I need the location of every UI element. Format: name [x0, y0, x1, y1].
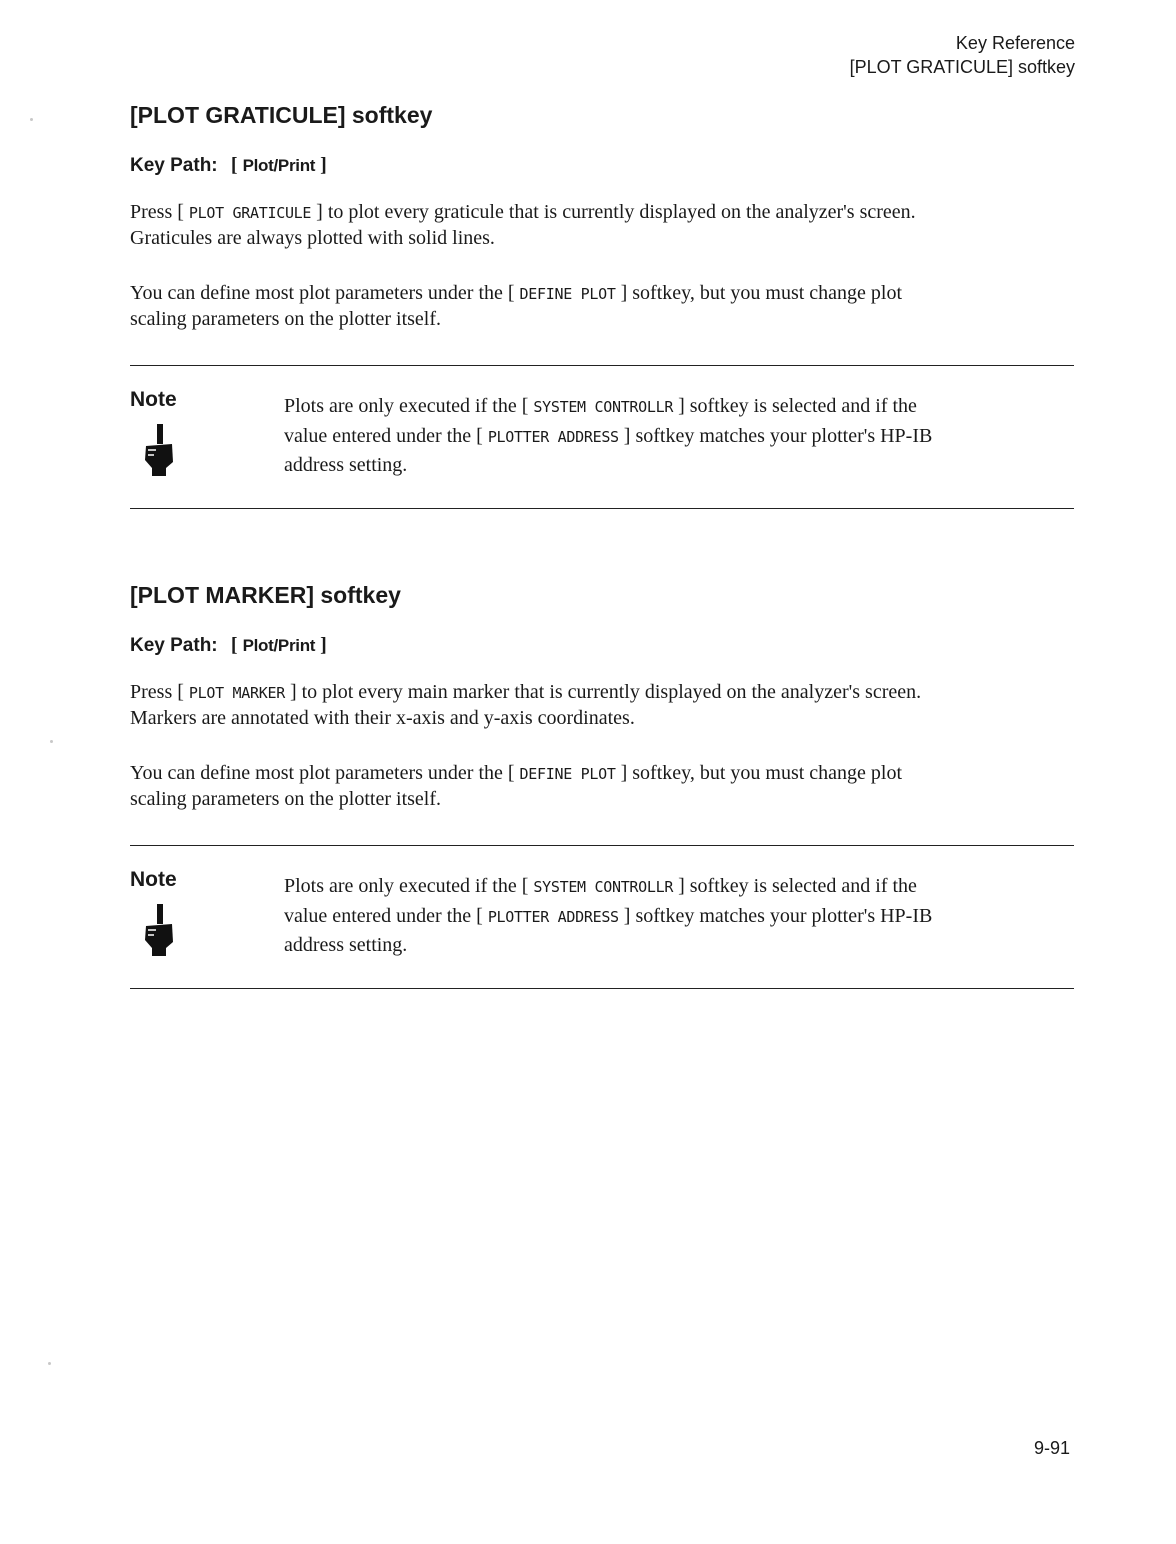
note-line1-pre: Plots are only executed if the — [284, 875, 517, 897]
note-line2-pre: value entered under the — [284, 904, 472, 927]
note-line1-post: softkey is selected and if the — [689, 395, 917, 417]
key-path-key: Plot/Print — [242, 156, 316, 175]
define-plot-pre: You can define most plot parameters under the — [130, 762, 503, 784]
description-line2: Markers are annotated with their x-axis and y-axis coordinates. — [130, 706, 635, 729]
key-path-label: Key Path: — [130, 635, 218, 656]
note-line1-post: softkey is selected and if the — [689, 875, 917, 897]
paragraph-define-plot: You can define most plot parameters under the [ DEFINE PLOT ] softkey, but you must change plot scaling parameters on the plotter itself. — [130, 762, 903, 810]
press-word: Press — [130, 681, 173, 703]
note-line2-post: softkey matches your plotter's HP-IB — [635, 424, 933, 447]
softkey-ref: PLOT MARKER — [188, 684, 285, 702]
key-path: Key Path: [ Plot/Print ] — [130, 634, 327, 656]
description-line2: Graticules are always plotted with solid lines. — [130, 226, 495, 249]
press-word: Press — [130, 201, 173, 223]
note-line2-post: softkey matches your plotter's HP-IB — [635, 904, 933, 927]
running-head — [850, 31, 1075, 79]
softkey-ref: SYSTEM CONTROLLR — [533, 878, 674, 896]
note-rule-bottom — [130, 508, 1074, 509]
define-plot-pre: You can define most plot parameters under the — [130, 282, 503, 304]
description-line1: to plot every main marker that is currently displayed on the analyzer's screen. — [301, 681, 922, 703]
softkey-ref: PLOT GRATICULE — [188, 204, 312, 222]
note-label: Note — [130, 388, 177, 411]
running-head-line2: [PLOT GRATICULE] softkey — [849, 57, 1075, 77]
note-line3: address setting. — [284, 934, 408, 956]
section-heading: [PLOT GRATICULE] softkey — [130, 102, 433, 128]
key-path: Key Path: [ Plot/Print ] — [130, 154, 327, 176]
softkey-ref: SYSTEM CONTROLLR — [533, 398, 674, 416]
note-line1-pre: Plots are only executed if the — [284, 395, 517, 417]
paragraph-description: Press [ PLOT GRATICULE ] to plot every graticule that is currently displayed on the analyzer's screen. Graticules are always plotted with solid lines. — [130, 201, 916, 249]
paragraph-define-plot: You can define most plot parameters under the [ DEFINE PLOT ] softkey, but you must change plot scaling parameters on the plotter itself. — [130, 282, 903, 330]
note-line3: address setting. — [284, 454, 408, 476]
page-number: 9-91 — [1033, 1438, 1070, 1458]
note-text: Plots are only executed if the [ SYSTEM CONTROLLR ] softkey is selected and if the value entered under the [ PLOTTER ADDRESS ] softkey matches your plotter's HP-IB address setting. — [284, 875, 933, 956]
description-line1: to plot every graticule that is currently displayed on the analyzer's screen. — [327, 201, 916, 223]
note-block — [130, 365, 1074, 509]
note-label: Note — [130, 868, 177, 891]
running-head-line1: Key Reference — [955, 33, 1075, 53]
paragraph-description: Press [ PLOT MARKER ] to plot every main marker that is currently displayed on the analyzer's screen. Markers are annotated with their x-axis and y-axis coordinates. — [130, 681, 922, 729]
key-path-key: Plot/Print — [242, 636, 316, 655]
scan-speck — [30, 118, 33, 121]
define-plot-post: softkey, but you must change plot — [632, 282, 903, 304]
define-plot-post: softkey, but you must change plot — [632, 762, 903, 784]
scan-speck — [48, 1362, 51, 1365]
define-plot-line2: scaling parameters on the plotter itself. — [130, 787, 442, 810]
note-block — [130, 845, 1074, 989]
pointing-hand-icon — [142, 904, 176, 956]
note-rule-bottom — [130, 988, 1074, 989]
softkey-ref: PLOTTER ADDRESS — [487, 907, 619, 926]
key-path-label: Key Path: — [130, 155, 218, 176]
define-plot-line2: scaling parameters on the plotter itself. — [130, 307, 442, 330]
note-line2-pre: value entered under the — [284, 424, 472, 447]
softkey-ref: DEFINE PLOT — [519, 765, 616, 783]
section-heading: [PLOT MARKER] softkey — [130, 582, 401, 608]
softkey-ref: PLOTTER ADDRESS — [487, 427, 619, 446]
softkey-ref: DEFINE PLOT — [519, 285, 616, 303]
note-text: Plots are only executed if the [ SYSTEM CONTROLLR ] softkey is selected and if the value entered under the [ PLOTTER ADDRESS ] softkey matches your plotter's HP-IB address setting. — [284, 395, 933, 476]
pointing-hand-icon — [142, 424, 176, 476]
section-plot-marker — [130, 578, 1074, 989]
section-plot-graticule — [130, 98, 1074, 509]
scan-speck — [50, 740, 53, 743]
